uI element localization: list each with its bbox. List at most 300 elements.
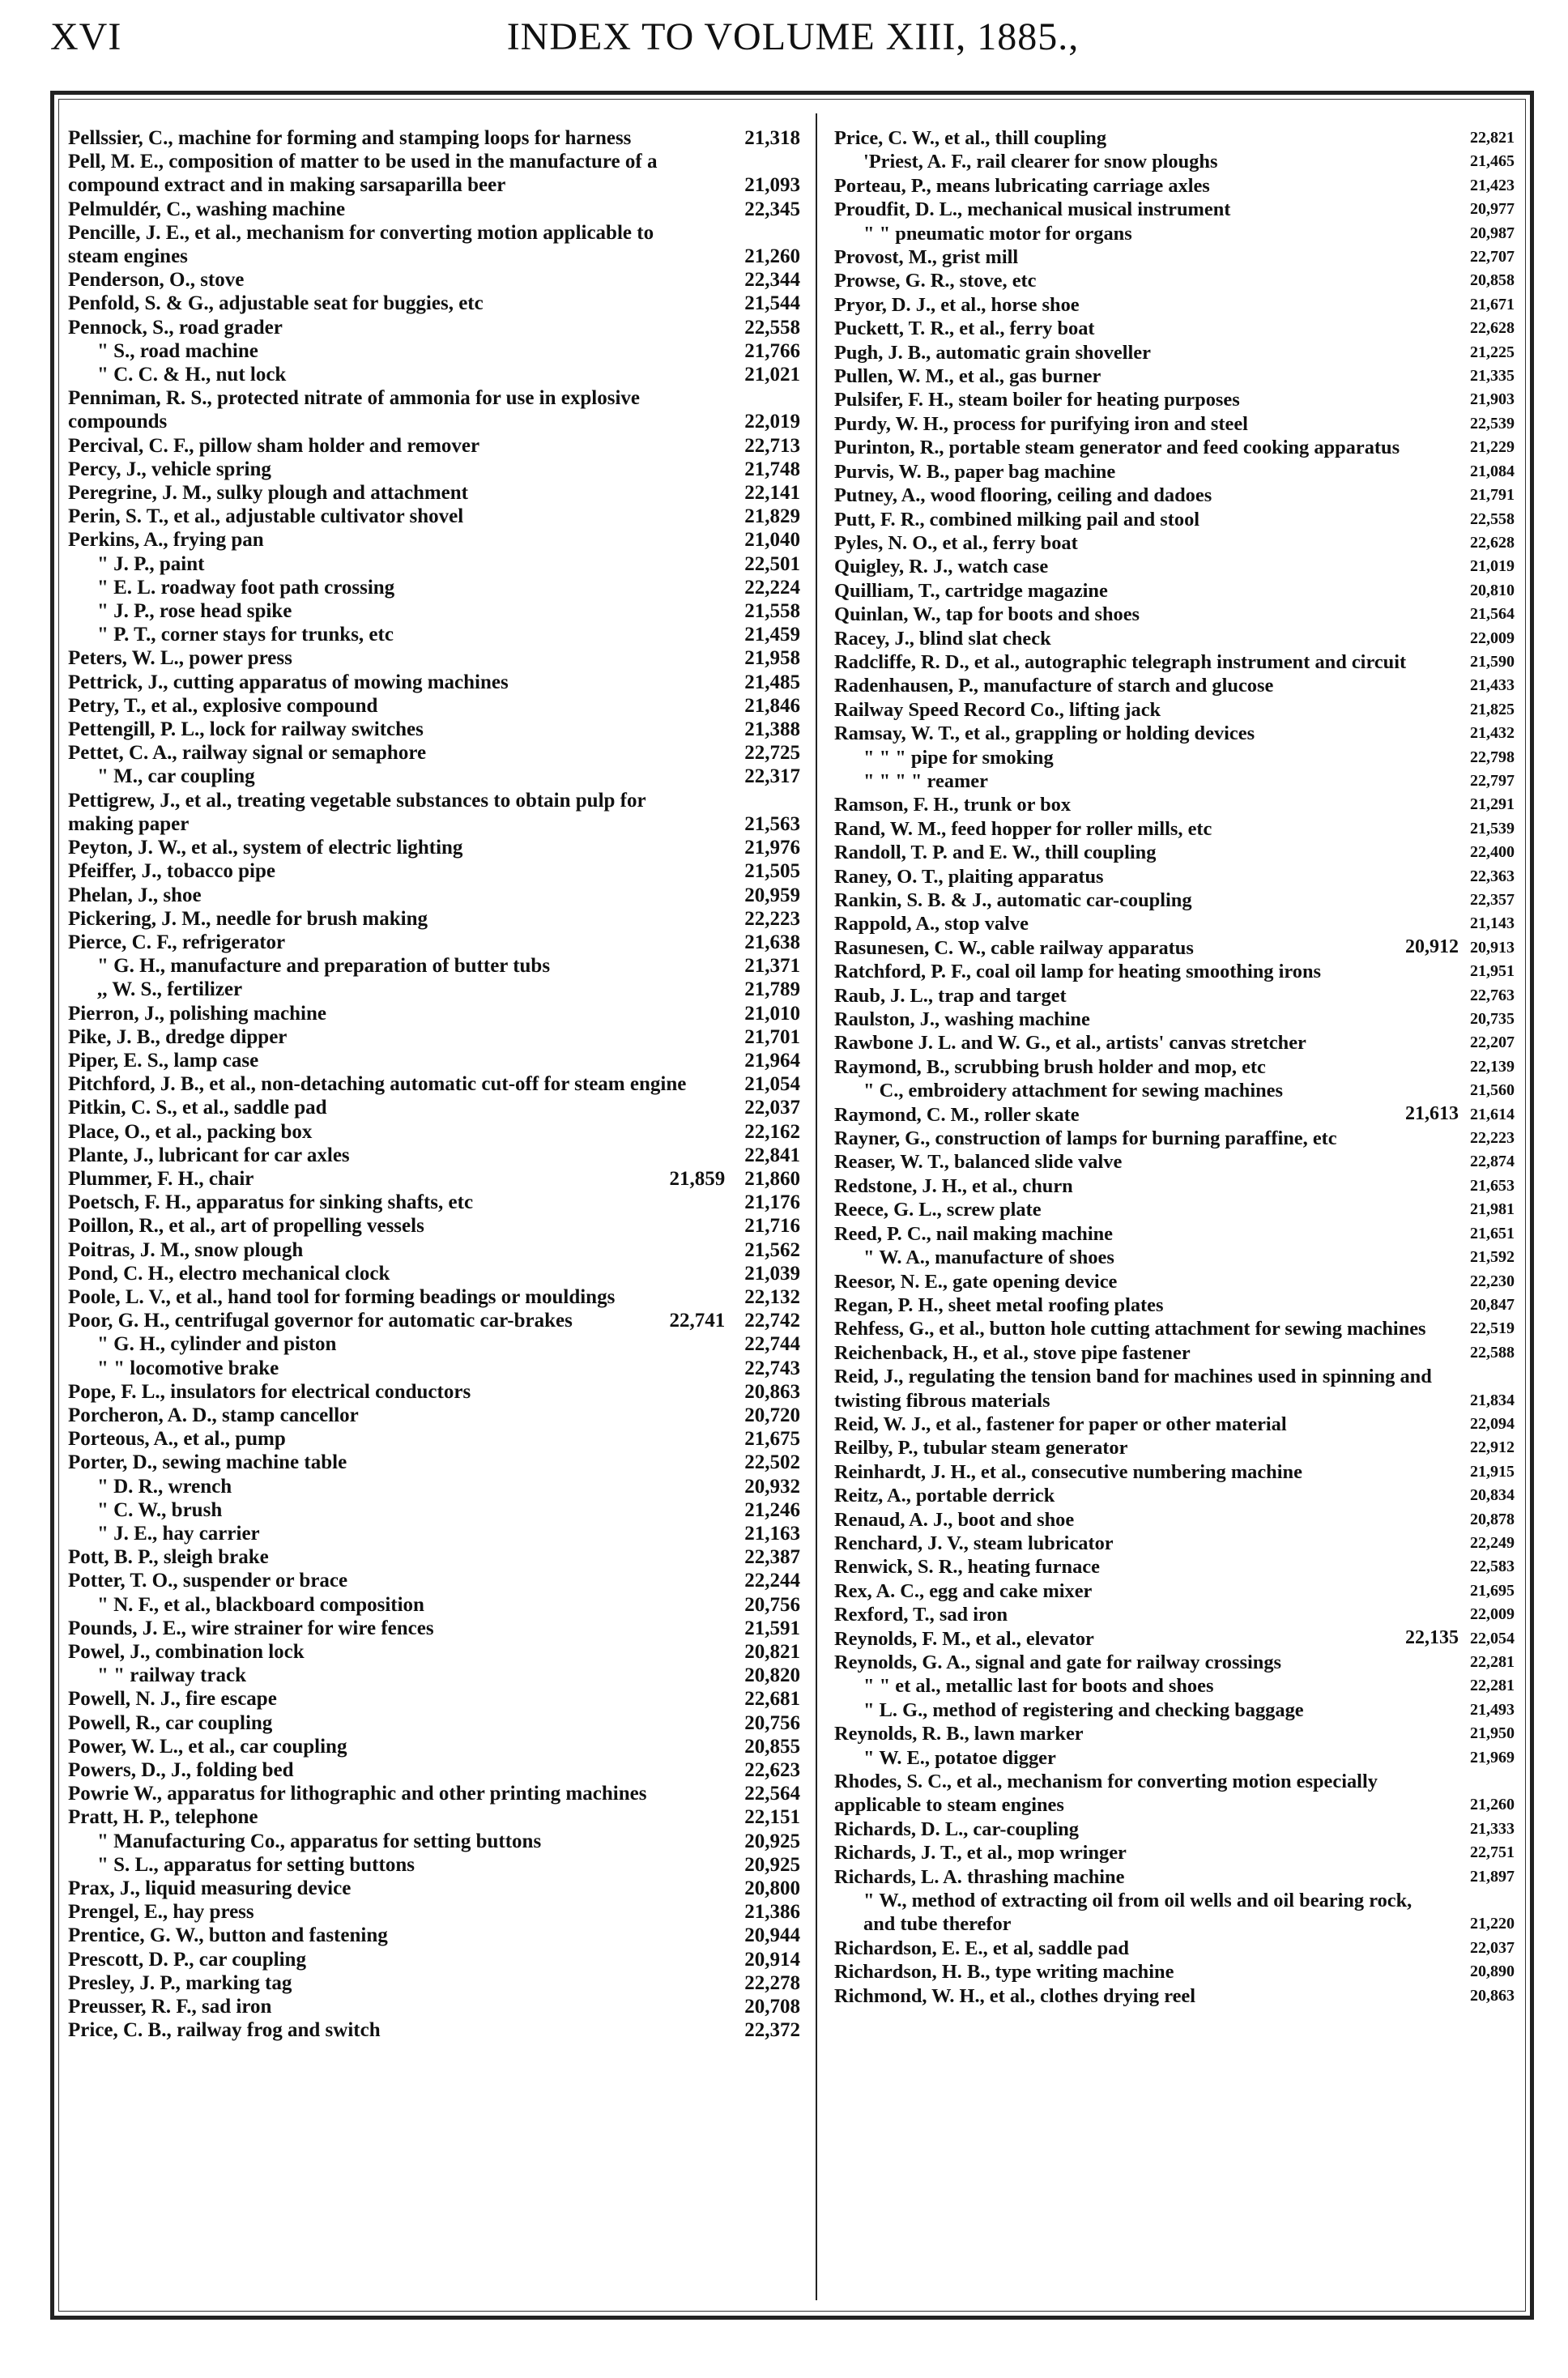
index-entry [68,1120,800,1144]
index-entry [68,1167,800,1191]
entry-text: " C. W., brush [97,1498,223,1521]
entry-text: Rasunesen, C. W., cable railway apparatus [834,936,1194,959]
entry-text: Penderson, O., stove [68,269,245,292]
entry-patent-number-group [1470,412,1515,436]
index-entry [68,1025,800,1049]
entry-text: Pullen, W. M., et al., gas burner [834,365,1101,388]
entry-patent-number: 21,220 [1470,1915,1515,1933]
entry-patent-number: 21,789 [744,978,800,1001]
entry-text: Poole, L. V., et al., hand tool for forming beadings or mouldings [68,1285,616,1308]
index-entry [68,1995,800,2018]
entry-text: Reid, J., regulating the tension band for machines used in spinning and twisting fibrous materials [834,1366,1432,1412]
entry-patent-number-group [744,907,800,931]
entry-patent-number: 22,707 [1470,248,1515,266]
entry-patent-number: 22,139 [1470,1057,1515,1076]
entry-patent-number-group [744,1380,800,1404]
index-entry [68,126,800,150]
entry-patent-number-group [1470,603,1515,626]
entry-text: Richardson, E. E., et al, saddle pad [834,1937,1129,1959]
index-entry [68,1593,800,1617]
entry-text: Richards, L. A. thrashing machine [834,1865,1125,1888]
entry-text: Pratt, H. P., telephone [68,1806,258,1829]
entry-patent-number-group [1470,746,1515,769]
index-entry [68,646,800,670]
index-entry [834,317,1515,340]
entry-text: " W. A., manufacture of shoes [863,1247,1114,1269]
index-entry [68,1522,800,1545]
entry-patent-number-group [1470,1222,1515,1246]
entry-patent-number: 21,333 [1470,1819,1515,1838]
entry-patent-number: 22,019 [744,411,800,433]
entry-patent-number: 21,716 [744,1215,800,1238]
entry-patent-number-group [1470,1746,1515,1770]
entry-patent-number-group [744,434,800,458]
entry-text: " W. E., potatoe digger [863,1746,1056,1769]
entry-text: Pitchford, J. B., et al., non-detaching automatic cut-off for steam engine [68,1073,687,1096]
entry-text: Raney, O. T., plaiting apparatus [834,865,1104,888]
entry-patent-number-group [744,1687,800,1711]
index-entry [68,268,800,292]
entry-patent-number-group [1470,531,1515,555]
index-entry [834,1222,1515,1246]
entry-text: Powell, N. J., fire escape [68,1688,277,1711]
entry-patent-number: 22,037 [744,1097,800,1119]
entry-patent-number-group [744,1948,800,1971]
entry-patent-number: 20,735 [1470,1010,1515,1029]
entry-additional-patent-number: 20,912 [1405,935,1459,957]
entry-text: Pettrick, J., cutting apparatus of mowing machines [68,671,509,693]
entry-patent-number: 21,539 [1470,819,1515,837]
entry-patent-number: 22,539 [1470,414,1515,433]
entry-patent-number: 20,863 [744,1380,800,1403]
entry-patent-number: 20,914 [744,1948,800,1971]
entry-text: Reaser, W. T., balanced slide valve [834,1151,1123,1174]
entry-patent-number-group [1470,912,1515,935]
entry-text: Reynolds, G. A., signal and gate for railway crossings [834,1651,1282,1673]
entry-patent-number: 20,878 [1470,1510,1515,1528]
entry-patent-number: 21,371 [744,955,800,978]
index-entry [68,150,800,197]
index-entry [834,412,1515,436]
entry-text: Putney, A., wood flooring, ceiling and dadoes [834,484,1212,507]
entry-patent-number: 20,932 [744,1475,800,1498]
entry-text: Ramson, F. H., trunk or box [834,794,1072,816]
entry-text: Prentice, G. W., button and fastening [68,1924,388,1947]
entry-patent-number-group [744,1545,800,1569]
index-entry [834,460,1515,484]
index-entry [68,481,800,505]
entry-patent-number: 20,820 [744,1664,800,1687]
index-entry [68,1380,800,1404]
entry-patent-number-group [1470,1270,1515,1293]
entry-patent-number-group [1470,1127,1515,1150]
entry-patent-number: 22,230 [1470,1272,1515,1290]
entry-text: Quinlan, W., tap for boots and shoes [834,603,1140,626]
entry-patent-number-group [744,410,800,433]
entry-text: " C., embroidery attachment for sewing machines [863,1080,1284,1102]
entry-text: Pellssier, C., machine for forming and stamping loops for harness [68,127,632,149]
entry-patent-number: 21,590 [1470,652,1515,671]
entry-patent-number-group [1405,1102,1515,1127]
entry-text: Renchard, J. V., steam lubricator [834,1532,1114,1554]
entry-text: " J. E., hay carrier [97,1522,260,1545]
entry-text: " G. H., manufacture and preparation of butter tubs [97,955,551,978]
index-entry [834,436,1515,459]
index-entry [68,978,800,1001]
index-entry [68,292,800,315]
entry-patent-number-group [744,599,800,623]
index-entry [834,1270,1515,1293]
entry-patent-number: 22,798 [1470,748,1515,766]
entry-patent-number: 21,558 [744,600,800,623]
entry-patent-number-group [744,245,800,268]
entry-patent-number-group [1470,1818,1515,1841]
entry-patent-number: 22,501 [744,552,800,575]
entry-patent-number-group [744,528,800,552]
entry-text: " P. T., corner stays for trunks, etc [97,624,394,646]
entry-patent-number: 22,564 [744,1783,800,1805]
index-entry [834,603,1515,626]
entry-text: " G. H., cylinder and piston [97,1333,337,1356]
entry-patent-number: 20,987 [1470,224,1515,242]
entry-text: Reynolds, F. M., et al., elevator [834,1627,1094,1650]
entry-text: Pryor, D. J., et al., horse shoe [834,293,1080,316]
index-entry [68,859,800,883]
page-header [50,15,1536,71]
index-entry [68,1072,800,1096]
entry-text: Peyton, J. W., et al., system of electric lighting [68,837,463,859]
index-entry [68,363,800,386]
entry-text: Pencille, J. E., et al., mechanism for converting motion applicable to steam engines [68,221,654,268]
entry-text: Poillon, R., et al., art of propelling vessels [68,1215,424,1238]
index-entry [68,931,800,954]
entry-text: Preusser, R. F., sad iron [68,1996,272,2018]
entry-patent-number-group [744,268,800,292]
index-entry [68,1687,800,1711]
index-entry [68,1640,800,1664]
index-entry [834,150,1515,173]
entry-patent-number: 21,143 [1470,914,1515,933]
entry-text: Reitz, A., portable derrick [834,1485,1055,1507]
entry-patent-number: 20,977 [1470,200,1515,219]
entry-patent-number: 21,021 [744,364,800,386]
entry-patent-number-group [1470,1651,1515,1674]
entry-patent-number-group [744,1924,800,1947]
entry-text: " " et al., metallic last for boots and shoes [863,1675,1214,1698]
entry-patent-number-group [744,1522,800,1545]
entry-text: Potter, T. O., suspender or brace [68,1570,348,1592]
entry-patent-number-group [1470,1174,1515,1198]
index-entry [834,388,1515,411]
entry-patent-number-group [744,1120,800,1144]
index-entry [834,865,1515,889]
entry-patent-number: 22,742 [744,1310,800,1332]
entry-patent-number: 20,847 [1470,1295,1515,1314]
entry-patent-number-group [744,1285,800,1309]
entry-patent-number: 21,176 [744,1191,800,1214]
entry-text: Ramsay, W. T., et al., grappling or holding devices [834,722,1255,745]
entry-patent-number-group [744,1262,800,1285]
entry-patent-number: 22,743 [744,1357,800,1379]
entry-text: Peregrine, J. M., sulky plough and attachment [68,482,468,505]
entry-patent-number-group [1470,1079,1515,1102]
entry-patent-number: 21,493 [1470,1700,1515,1719]
entry-patent-number-group [1470,769,1515,793]
index-entry [834,936,1515,960]
entry-text: Power, W. L., et al., car coupling [68,1735,347,1758]
entry-text: Ratchford, P. F., coal oil lamp for heating smoothing irons [834,961,1321,983]
entry-text: Reichenback, H., et al., stove pipe fastener [834,1341,1191,1364]
index-entry [68,671,800,694]
entry-text: Pike, J. B., dredge dipper [68,1025,288,1048]
entry-patent-number-group [744,1144,800,1167]
entry-patent-number: 21,950 [1470,1724,1515,1743]
entry-patent-number-group [744,1569,800,1592]
entry-patent-number-group [670,1167,801,1191]
entry-patent-number: 22,628 [1470,533,1515,552]
entry-patent-number: 20,959 [744,884,800,906]
index-entry [68,694,800,718]
entry-text: Peters, W. L., power press [68,647,292,670]
entry-patent-number-group [744,1214,800,1238]
entry-text: Penfold, S. & G., adjustable seat for buggies, etc [68,292,484,315]
entry-additional-patent-number: 21,613 [1405,1102,1459,1124]
entry-patent-number-group [670,1309,801,1332]
entry-patent-number-group [1470,1603,1515,1626]
entry-patent-number-group [1470,1341,1515,1365]
entry-patent-number-group [744,505,800,528]
index-entry [834,1484,1515,1507]
entry-text: Pell, M. E., composition of matter to be used in the manufacture of a compound extract and in making sarsaparilla beer [68,151,658,197]
entry-patent-number: 21,010 [744,1002,800,1025]
entry-patent-number: 21,260 [744,245,800,268]
entry-text: Pfeiffer, J., tobacco pipe [68,860,275,883]
entry-patent-number: 22,223 [1470,1129,1515,1148]
entry-patent-number-group [744,1735,800,1758]
entry-text: " " " pipe for smoking [863,746,1054,769]
entry-patent-number-group [744,1971,800,1995]
entry-patent-number: 21,653 [1470,1176,1515,1195]
entry-patent-number-group [744,1451,800,1474]
entry-patent-number: 20,944 [744,1924,800,1947]
entry-text: Pennock, S., road grader [68,316,283,339]
entry-text: Richards, J. T., et al., mop wringer [834,1842,1127,1864]
index-entry [834,722,1515,745]
index-entry [834,1460,1515,1484]
entry-text: Pyles, N. O., et al., ferry boat [834,531,1078,554]
entry-patent-number-group [744,126,800,150]
entry-patent-number-group [744,339,800,363]
index-entry [834,1746,1515,1770]
index-entry [834,1127,1515,1150]
entry-text: Presley, J. P., marking tag [68,1971,292,1994]
index-entry [68,552,800,576]
entry-patent-number-group [1470,269,1515,292]
index-entry [834,650,1515,674]
entry-patent-number: 20,858 [1470,271,1515,290]
entry-patent-number: 22,797 [1470,771,1515,790]
index-entry [68,458,800,481]
entry-text: Pounds, J. E., wire strainer for wire fences [68,1617,434,1639]
index-entry [834,1365,1515,1413]
entry-patent-number-group [1470,508,1515,531]
entry-patent-number-group [744,1404,800,1427]
entry-text: Reynolds, R. B., lawn marker [834,1723,1084,1745]
index-entry [834,960,1515,983]
entry-patent-number: 21,981 [1470,1200,1515,1219]
entry-text: " " pneumatic motor for organs [863,222,1132,245]
index-column-left [68,126,800,2042]
page-number: XVI [50,15,122,58]
index-entry [68,505,800,528]
entry-patent-number: 21,423 [1470,176,1515,194]
entry-patent-number: 21,591 [744,1617,800,1639]
entry-patent-number-group [744,1475,800,1498]
entry-patent-number: 22,713 [744,434,800,457]
entry-patent-number: 22,141 [744,482,800,505]
index-entry [68,1900,800,1924]
entry-additional-patent-number: 22,741 [669,1310,726,1332]
entry-patent-number: 22,345 [744,198,800,220]
entry-text: Radenhausen, P., manufacture of starch and glucose [834,675,1274,697]
entry-patent-number: 21,748 [744,458,800,480]
index-entry [834,769,1515,793]
entry-text: Raub, J. L., trap and target [834,984,1067,1007]
index-entry [68,339,800,363]
index-entry [68,623,800,646]
entry-text: Purinton, R., portable steam generator and feed cooking apparatus [834,437,1400,459]
entry-text: Rawbone J. L. and W. G., et al., artists' canvas stretcher [834,1032,1306,1055]
entry-patent-number-group [744,931,800,954]
entry-patent-number-group [744,481,800,505]
entry-patent-number-group [1470,1508,1515,1532]
index-entry [834,1674,1515,1698]
entry-patent-number: 22,751 [1470,1843,1515,1862]
index-entry [68,1782,800,1805]
entry-patent-number: 22,162 [744,1120,800,1143]
entry-patent-number-group [1470,150,1515,173]
index-entry [834,984,1515,1008]
entry-patent-number: 21,766 [744,339,800,362]
index-entry [834,1841,1515,1864]
entry-text: Raulston, J., washing machine [834,1008,1090,1031]
entry-text: " Manufacturing Co., apparatus for setting buttons [97,1830,542,1852]
entry-text: Purdy, W. H., process for purifying iron and steel [834,412,1248,435]
entry-text: " " locomotive brake [97,1357,279,1379]
index-entry [834,1698,1515,1722]
entry-patent-number: 22,244 [744,1570,800,1592]
entry-patent-number-group [1470,1793,1515,1817]
entry-patent-number: 22,558 [1470,509,1515,528]
entry-patent-number-group [1470,484,1515,507]
entry-patent-number-group [1470,222,1515,245]
entry-patent-number-group [1470,627,1515,650]
index-entry [834,1984,1515,2008]
entry-patent-number: 21,163 [744,1522,800,1545]
index-entry [68,1332,800,1356]
entry-patent-number-group [1470,1413,1515,1436]
entry-patent-number-group [744,1805,800,1829]
index-entry [834,912,1515,935]
entry-text: Place, O., et al., packing box [68,1120,313,1143]
entry-text: Prax, J., liquid measuring device [68,1877,352,1900]
entry-patent-number: 21,485 [744,671,800,693]
entry-text: Price, C. W., et al., thill coupling [834,127,1107,149]
entry-patent-number-group [744,765,800,788]
entry-text: Proudfit, D. L., mechanical musical instrument [834,198,1231,221]
entry-patent-number-group [744,1072,800,1096]
index-entry [68,836,800,859]
entry-text: Price, C. B., railway frog and switch [68,2019,381,2042]
entry-patent-number: 20,863 [1470,1986,1515,2005]
entry-patent-number-group [1470,1436,1515,1460]
index-entry [834,579,1515,603]
index-entry [834,889,1515,912]
entry-text: Rhodes, S. C., et al., mechanism for converting motion especially applicable to steam engines [834,1771,1378,1817]
entry-text: Powrie W., apparatus for lithographic and other printing machines [68,1783,647,1805]
entry-patent-number: 20,756 [744,1593,800,1616]
entry-text: " " " " reamer [863,769,988,792]
entry-patent-number: 21,562 [744,1238,800,1261]
entry-patent-number-group [744,718,800,741]
entry-patent-number: 21,040 [744,529,800,552]
index-entry [68,1049,800,1072]
entry-patent-number: 21,433 [1470,676,1515,695]
entry-patent-number-group [1470,984,1515,1008]
entry-patent-number-group [744,1782,800,1805]
entry-patent-number-group [744,1995,800,2018]
entry-text: Pond, C. H., electro mechanical clock [68,1262,390,1285]
index-entry [834,126,1515,150]
entry-text: " C. C. & H., nut lock [97,364,287,386]
index-entry [68,1191,800,1214]
entry-patent-number-group [1405,935,1515,960]
entry-text: Reece, G. L., screw plate [834,1199,1042,1221]
entry-patent-number-group [744,1427,800,1451]
entry-patent-number-group [744,316,800,339]
entry-patent-number: 20,810 [1470,581,1515,599]
entry-text: Rappold, A., stop valve [834,913,1029,935]
entry-additional-patent-number: 21,859 [669,1167,726,1190]
entry-patent-number: 21,614 [1470,1105,1515,1123]
index-entry [68,599,800,623]
index-entry [68,198,800,221]
index-entry [834,1579,1515,1603]
entry-text: Poor, G. H., centrifugal governor for automatic car-brakes [68,1310,573,1332]
index-entry [834,1508,1515,1532]
entry-text: Poetsch, F. H., apparatus for sinking shafts, etc [68,1191,474,1214]
entry-text: Richmond, W. H., et al., clothes drying reel [834,1984,1196,2007]
entry-patent-number: 21,846 [744,694,800,717]
entry-patent-number-group [744,1900,800,1924]
index-entry [834,1413,1515,1436]
entry-patent-number-group [1470,460,1515,484]
entry-text: Percival, C. F., pillow sham holder and remover [68,434,480,457]
entry-patent-number: 22,009 [1470,1605,1515,1624]
entry-text: Pickering, J. M., needle for brush making [68,907,428,930]
entry-patent-number: 21,225 [1470,343,1515,361]
entry-patent-number: 22,588 [1470,1343,1515,1362]
entry-patent-number: 21,335 [1470,367,1515,386]
entry-patent-number: 22,583 [1470,1558,1515,1576]
entry-text: Renwick, S. R., heating furnace [834,1556,1100,1579]
index-entry [834,198,1515,221]
entry-text: Reesor, N. E., gate opening device [834,1270,1118,1293]
index-entry [834,484,1515,507]
index-entry [834,1889,1515,1937]
index-entry [834,793,1515,816]
entry-patent-number: 20,756 [744,1711,800,1734]
